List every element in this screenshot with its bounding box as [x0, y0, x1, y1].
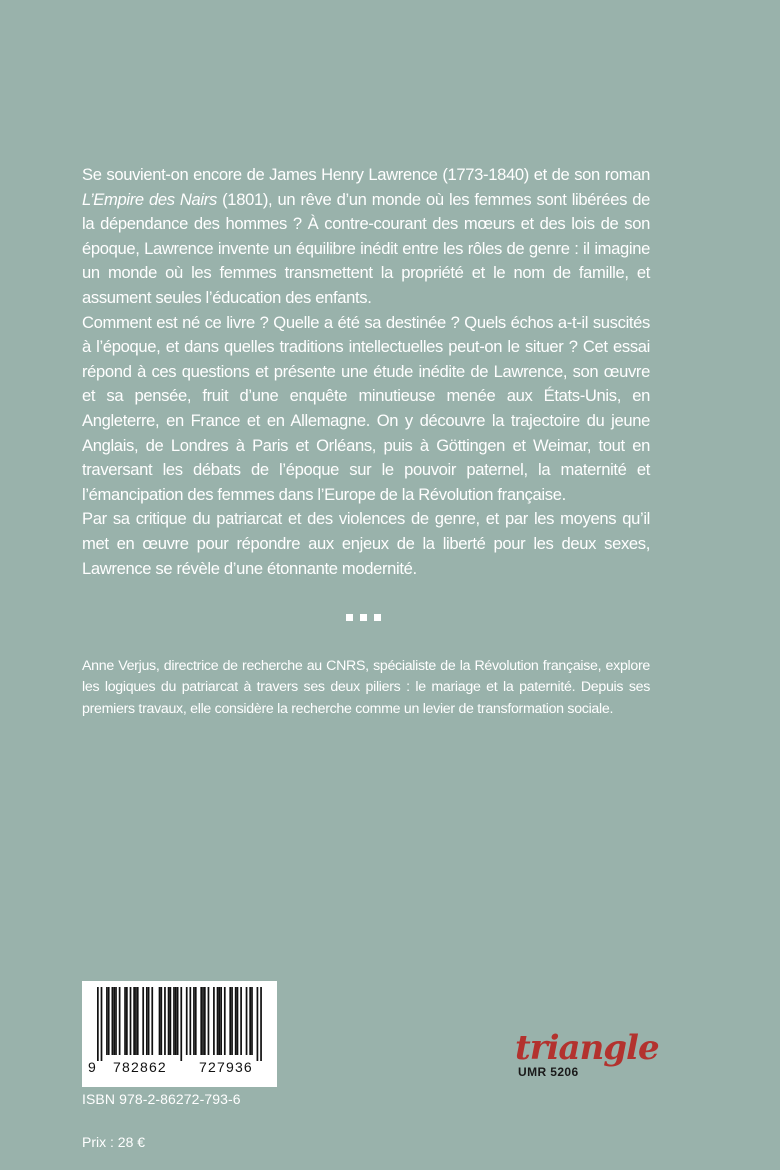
barcode-bar [193, 987, 195, 1055]
barcode-bar [189, 987, 191, 1055]
isbn: ISBN 978-2-86272-793-6 [82, 1091, 241, 1107]
barcode-group-right: 727936 [199, 1059, 253, 1075]
barcode-bar [151, 987, 153, 1055]
summary-paragraph-3: Par sa critique du patriarcat et des violences de genre, et par les moyens qu’il met en œuvre pour répondre aux enjeux de la liberté pour les deux sexes, Lawrence se révèle d’une étonnante modernité. [82, 509, 650, 578]
separator-square [374, 614, 381, 621]
barcode-bar [217, 987, 219, 1055]
barcode [82, 981, 277, 1087]
barcode-bar [195, 987, 197, 1055]
price: Prix : 28 € [82, 1134, 146, 1150]
barcode-bar [249, 987, 251, 1055]
barcode-bar [130, 987, 132, 1055]
barcode-bar [97, 987, 99, 1061]
barcode-bar [246, 987, 248, 1055]
barcode-bar [146, 987, 148, 1055]
barcode-bar [124, 987, 126, 1055]
summary-text: Se souvient-on encore de James Henry Lawrence (1773-1840) et de son roman [82, 165, 650, 184]
barcode-bar [251, 987, 253, 1055]
barcode-bar [115, 987, 117, 1055]
barcode-bar [173, 987, 175, 1055]
separator-square [360, 614, 367, 621]
barcode-bar [257, 987, 259, 1061]
barcode-bar [160, 987, 162, 1055]
barcode-bar [126, 987, 128, 1055]
barcode-bar [202, 987, 204, 1055]
logo-subtitle: UMR 5206 [518, 1065, 579, 1079]
separator-square [346, 614, 353, 621]
barcode-bar [180, 987, 182, 1061]
barcode-group-left: 782862 [113, 1059, 167, 1075]
barcode-bar [200, 987, 202, 1055]
barcode-bar [220, 987, 222, 1055]
barcode-bar [213, 987, 215, 1055]
barcode-bar [135, 987, 137, 1055]
barcode-bar [108, 987, 110, 1055]
section-separator [346, 614, 381, 621]
summary-paragraph-1 [82, 163, 650, 311]
barcode-bar [168, 987, 170, 1055]
barcode-bar [137, 987, 139, 1055]
barcode-bar [218, 987, 220, 1055]
barcode-bar [177, 987, 179, 1055]
barcode-bar [159, 987, 161, 1055]
barcode-bar [113, 987, 115, 1055]
barcode-bar [231, 987, 233, 1055]
barcode-bar [240, 987, 242, 1055]
barcode-bar [170, 987, 172, 1055]
book-summary [82, 163, 650, 581]
logo-wordmark: triangle [515, 1028, 659, 1068]
barcode-bar [235, 987, 237, 1055]
barcode-bar [237, 987, 239, 1055]
barcode-bars [97, 987, 262, 1061]
barcode-bar [208, 987, 210, 1055]
novel-title: L’Empire des Nairs [82, 189, 217, 209]
author-bio-text: Anne Verjus, directrice de recherche au CNRS, spécialiste de la Révolution française, explore les logiques du patriarcat à travers ses deux piliers : le mariage et la paternité. Depuis ses premiers travaux, elle considère la recherche comme un levier de transformation sociale. [82, 658, 650, 717]
author-bio [82, 656, 650, 720]
barcode-bar [133, 987, 135, 1055]
barcode-bar [119, 987, 121, 1055]
barcode-bar [101, 987, 103, 1061]
barcode-bar [260, 987, 262, 1061]
barcode-bar [106, 987, 108, 1055]
summary-paragraph-2: Comment est né ce livre ? Quelle a été sa destinée ? Quels échos a-t-il suscités à l’époque, et dans quelles traditions intellectuelles peut-on le situer ? Cet essai répond à ces questions et présente une étude inédite de Lawrence, son œuvre et sa pensée, fruit d’une enquête minutieuse menée aux États-Unis, en Angleterre, en France et en Allemagne. On y découvre la trajectoire du jeune Anglais, de Londres à Paris et Orléans, puis à Göttingen et Weimar, tout en traversant les débats de l’époque sur le pouvoir paternel, la maternité et l’émancipation des femmes dans l’Europe de la Révolution française. [82, 312, 650, 504]
barcode-bar [112, 987, 114, 1055]
barcode-bar [186, 987, 188, 1055]
barcode-bar [224, 987, 226, 1055]
barcode-bar [175, 987, 177, 1055]
barcode-digit-first: 9 [88, 1059, 97, 1075]
barcode-bar [229, 987, 231, 1055]
barcode-bar [204, 987, 206, 1055]
barcode-bar [164, 987, 166, 1055]
barcode-bar [142, 987, 144, 1055]
summary-text: (1801), un rêve d’un monde où les femmes sont libérées de la dépendance des hommes ? À contre-courant des mœurs et des lois de son époque, Lawrence invente un équilibre inédit entre les rôles de genre : il imagine un monde où les femmes transmettent la propriété et le nom de famille, et assument seules l’éducation des enfants. [82, 189, 650, 307]
publisher-logo [515, 1028, 659, 1079]
barcode-bar [148, 987, 150, 1055]
